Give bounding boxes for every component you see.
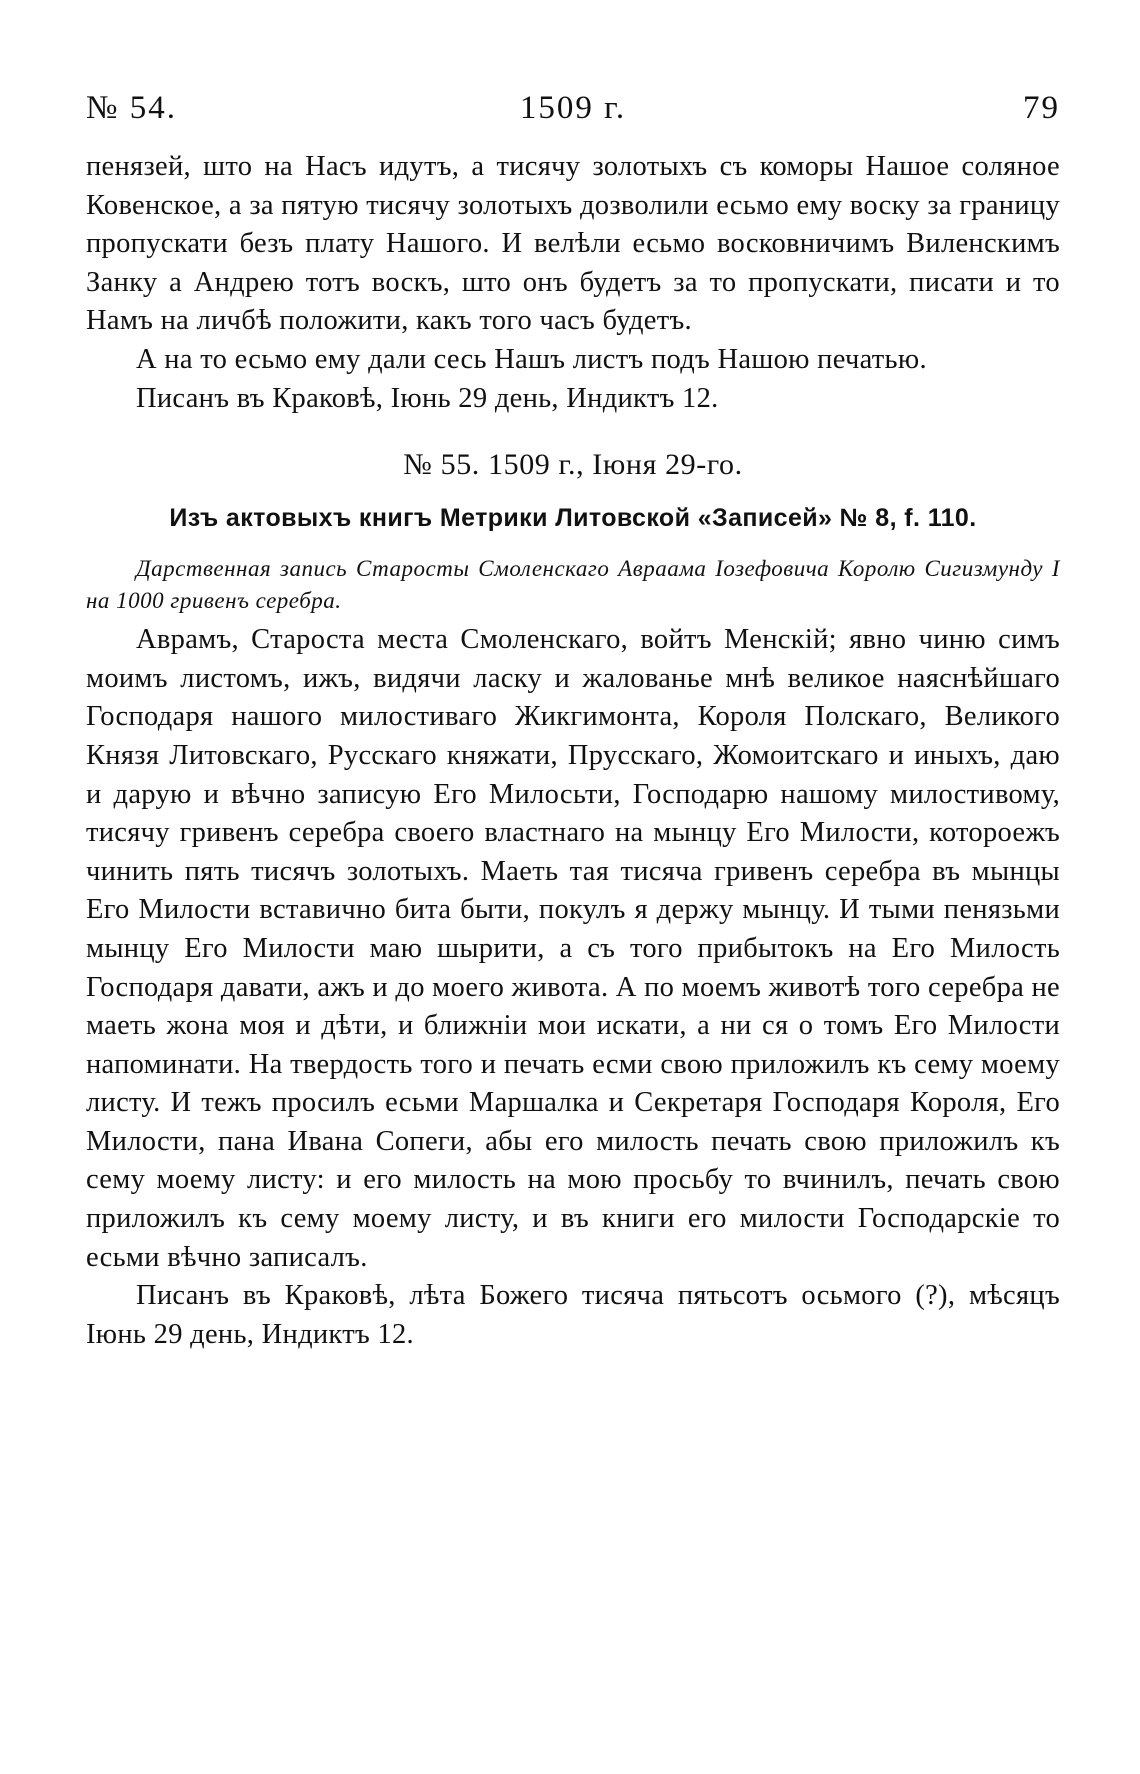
continuation-dating: Писанъ въ Краковѣ, Іюнь 29 день, Индиктъ 12.	[136, 382, 719, 414]
document-text	[86, 621, 1060, 1354]
continuation-paragraph: пенязей, што на Насъ идутъ, а тисячу золотыхъ съ коморы Нашое соляное Ковенское, а за пятую тисячу золотыхъ дозволили есьмо ему воску за границу пропускати безъ плату Нашого. И велѣли есьмо восковничимъ Виленскимъ Занку а Андрею тотъ воскъ, што онъ будетъ за то пропускати, писати и то Намъ на личбѣ положити, какъ того часъ будетъ.	[86, 151, 1060, 337]
document-summary: Дарственная запись Старосты Смоленскаго Авраама Іозефовича Королю Сигизмунду I на 1000 гривенъ серебра.	[86, 556, 1060, 614]
document-body-paragraph: Аврамъ, Староста места Смоленскаго, войтъ Менскій; явно чиню симъ моимъ листомъ, ижъ, видячи ласку и жалованье мнѣ великое наяснѣйшаго Господаря нашого милостиваго Жикгимонта, Короля Полскаго, Великого Князя Литовскаго, Русскаго княжати, Прусскаго, Жомоитскаго и иныхъ, даю и дарую и вѣчно записую Его Милосьти, Господарю нашому милостивому, тисячу гривенъ серебра своего властнаго на мынцу Его Милости, котороежъ чинить пять тисячъ золотыхъ. Маеть тая тисяча гривенъ серебра въ мынцы Его Милости вставично бита быти, покулъ я держу мынцу. И тыми пенязьми мынцу Его Милости маю шырити, а съ того прибытокъ на Его Милость Господаря давати, ажъ и до моего живота. А по моемъ животѣ того серебра не маеть жона моя и дѣти, и ближніи мои искати, а ни ся о томъ Его Милости напоминати. На твердость того и печать есми свою приложилъ къ сему моему листу. И тежъ просилъ есьми Маршалка и Секретаря Господаря Короля, Его Милости, пана Ивана Сопеги, абы его милость печать свою приложилъ къ сему моему листу: и его милость на мою просьбу то вчинилъ, печать свою приложилъ къ сему моему листу, и въ книги его милости Господарскіе то есьми вѣчно записалъ.	[86, 624, 1060, 1273]
running-head	[86, 70, 1060, 130]
source-heading: Изъ актовыхъ книгъ Метрики Литовской «Записей» № 8, f. 110.	[169, 504, 977, 533]
page-number: 79	[1023, 90, 1060, 126]
continuation-paragraph: А на то есьмо ему дали сесь Нашъ листъ подъ Нашою печатью.	[136, 343, 927, 375]
previous-document-continuation	[86, 148, 1060, 418]
document-dating: Писанъ въ Краковѣ, лѣта Божего тисяча пятьсотъ осьмого (?), мѣсяцъ Іюнь 29 день, Индиктъ 12.	[86, 1280, 1060, 1350]
page-header-document-number: № 54.	[86, 90, 177, 126]
page-header-year: 1509 г.	[519, 90, 627, 126]
book-page	[86, 70, 1060, 1730]
document-heading: № 55. 1509 г., Іюня 29-го.	[403, 448, 743, 482]
